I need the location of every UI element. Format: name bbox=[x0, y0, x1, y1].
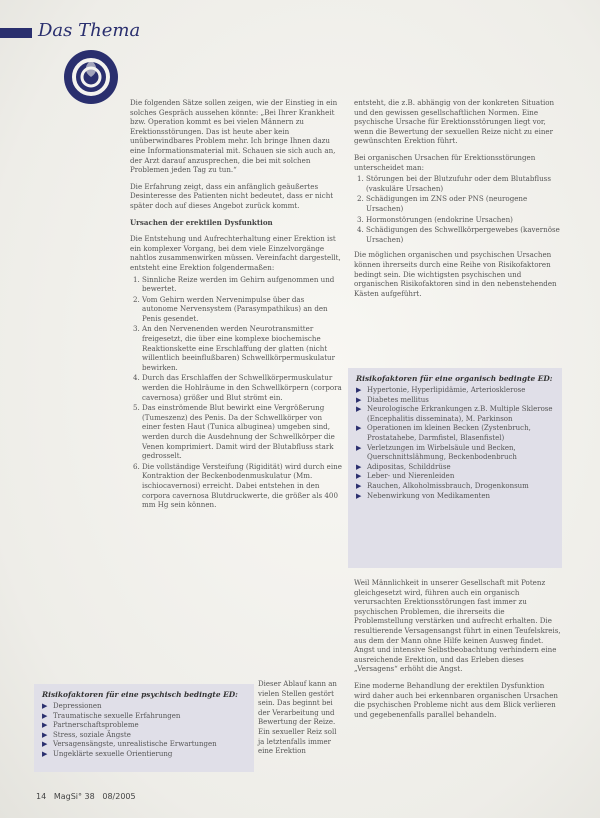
circle-logo-icon bbox=[62, 48, 120, 106]
list-item: ▶ Neurologische Erkrankungen z.B. Multiple Sklerose (Encephalitis disseminata), M. Parkinson bbox=[356, 405, 554, 424]
left-column bbox=[130, 98, 342, 516]
right-column-bottom bbox=[354, 578, 562, 726]
list-item: ▶ Operationen im kleinen Becken (Zystenbruch, Prostatahebe, Darmfistel, Blasenfistel) bbox=[356, 424, 554, 443]
box-title: Risikofaktoren für eine psychisch bedingte ED: bbox=[42, 690, 238, 699]
organic-risk-box bbox=[348, 368, 562, 568]
list-item: ▶ Nebenwirkung von Medikamenten bbox=[356, 492, 554, 502]
paragraph: entsteht, die z.B. abhängig von der konkreten Situation und den gewissen gesellschaftlichen Normen. Eine psychische Ursache für Erektionsstörungen liegt vor, wenn die Bewertung der sexuellen Reize nicht zu einer gewünschten Erektion führt. bbox=[354, 98, 555, 146]
side-text: Dieser Ablauf kann an vielen Stellen gestört sein. Das beginnt bei der Verarbeitung und Bewertung der Reize. Ein sexueller Reiz soll ja letztenfalls immer eine Erektion bbox=[258, 680, 337, 756]
list-item: 1. Störungen bei der Blutzufuhr oder dem Blutabfluss (vaskuläre Ursachen) bbox=[366, 174, 562, 193]
list-item: ▶ Traumatische sexuelle Erfahrungen bbox=[42, 712, 246, 722]
right-column-top bbox=[354, 98, 562, 305]
intro-paragraph: Die folgenden Sätze sollen zeigen, wie der Einstieg in ein solches Gespräch aussehen könnte: „Bei Ihrer Krankheit bzw. Operation kommt es bei vielen Männern zu Erektionsstörungen. Das ist heute aber kein unüberwindbares Problem mehr. Ich bringe Ihnen dazu eine Informationsmaterial mit. Schauen sie sich auch an, der Arzt darauf anzusprechen, die bei mit solchen Problemen jeden Tag zu tun.“ bbox=[130, 98, 338, 175]
psych-risk-list bbox=[42, 702, 246, 760]
organic-risk-list bbox=[356, 386, 554, 501]
paragraph: Die möglichen organischen und psychischen Ursachen können ihrerseits durch eine Reihe von Risikofaktoren bedingt sein. Die wichtigsten psychischen und organischen Risikofaktoren sind in den nebenstehenden Kästen aufgeführt. bbox=[354, 250, 557, 298]
box-title: Risikofaktoren für eine organisch bedingte ED: bbox=[356, 374, 553, 383]
list-item: ▶ Ungeklärte sexuelle Orientierung bbox=[42, 750, 246, 760]
list-item: ▶ Hypertonie, Hyperlipidämie, Arteriosklerose bbox=[356, 386, 554, 396]
list-item: ▶ Stress, soziale Ängste bbox=[42, 731, 246, 741]
list-item: 2. Vom Gehirn werden Nervenimpulse über das autonome Nervensystem (Parasympathikus) an den Penis gesendet. bbox=[142, 295, 342, 324]
experience-paragraph: Die Erfahrung zeigt, dass ein anfänglich geäußertes Desinteresse des Patienten nicht bedeutet, dass er nicht später doch auf dieses Angebot zurück kommt. bbox=[130, 181, 334, 210]
paragraph: Eine moderne Behandlung der erektilen Dysfunktion wird daher auch bei erkennbaren organischen Ursachen die psychischen Probleme nicht aus dem Blick verlieren und gegebenenfalls parallel behandeln. bbox=[354, 680, 558, 719]
erection-steps-list bbox=[130, 275, 342, 510]
list-item: 1. Sinnliche Reize werden im Gehirn aufgenommen und bewertet. bbox=[142, 275, 342, 294]
list-item: 2. Schädigungen im ZNS oder PNS (neurogene Ursachen) bbox=[366, 194, 562, 213]
header-accent-bar bbox=[0, 28, 32, 38]
organic-causes-list bbox=[354, 174, 562, 244]
list-item: ▶ Verletzungen im Wirbelsäule und Becken, Querschnittslähmung, Beckenbodenbruch bbox=[356, 444, 554, 463]
list-item: 3. Hormonstörungen (endokrine Ursachen) bbox=[366, 215, 562, 225]
list-item: 4. Schädigungen des Schwellkörpergewebes (kavernöse Ursachen) bbox=[366, 225, 562, 244]
section-heading: Ursachen der erektilen Dysfunktion bbox=[130, 217, 273, 227]
section-header: Das Thema bbox=[38, 20, 141, 41]
paragraph: Bei organischen Ursachen für Erektionsstörungen unterscheidet man: bbox=[354, 152, 536, 172]
issue-date: 08/2005 bbox=[102, 792, 136, 801]
magazine-name: MagSi° 38 bbox=[53, 792, 95, 801]
list-item: ▶ Depressionen bbox=[42, 702, 246, 712]
list-item: 4. Durch das Erschlaffen der Schwellkörpermuskulatur werden die Hohlräume in den Schwellkörpern (corpora cavernosa) größer und Blut strömt ein. bbox=[142, 373, 342, 402]
page-footer bbox=[36, 792, 136, 801]
list-item: ▶ Adipositas, Schilddrüse bbox=[356, 463, 554, 473]
list-item: ▶ Rauchen, Alkoholmissbrauch, Drogenkonsum bbox=[356, 482, 554, 492]
list-item: 5. Das einströmende Blut bewirkt eine Vergrößerung (Tumeszenz) des Penis. Da der Schwellkörper von einer festen Haut (Tunica albuginea) umgeben sind, werden durch die Ausdehnung der Schwellkörper die Venen komprimiert. Damit wird der Blutabfluss stark gedrosselt. bbox=[142, 403, 342, 461]
list-item: ▶ Leber- und Nierenleiden bbox=[356, 472, 554, 482]
psych-risk-box bbox=[34, 684, 254, 772]
list-item: 3. An den Nervenenden werden Neurotransmitter freigesetzt, die über eine komplexe biochemische Reaktionskette eine Erschlaffung der glatten (nicht willentlich beeinflußbaren) Schwellkörpermuskulatur bewirken. bbox=[142, 324, 342, 372]
list-item: ▶ Partnerschaftsprobleme bbox=[42, 721, 246, 731]
list-item: ▶ Versagensängste, unrealistische Erwartungen bbox=[42, 740, 246, 750]
paragraph: Weil Männlichkeit in unserer Gesellschaft mit Potenz gleichgesetzt wird, führen auch ein organisch verursachten Erektionsstörungen fast immer zu psychischen Problemen, die ihrerseits die Problemstellung verstärken und aufrecht erhalten. Die resultierende Versagensangst führt in einen Teufelskreis, aus dem der Mann ohne Hilfe keinen Ausweg findet. Angst und intensive Selbstbeobachtung verhindern eine ausreichende Erektion, und das Erleben dieses „Versagens“ erhöht die Angst. bbox=[354, 578, 561, 674]
page-number: 14 bbox=[36, 792, 47, 801]
list-item: ▶ Diabetes mellitus bbox=[356, 396, 554, 406]
section-intro: Die Entstehung und Aufrechterhaltung einer Erektion ist ein komplexer Vorgang, bei dem viele Einzelvorgänge nahtlos zusammenwirken müssen. Vereinfacht dargestellt, entsteht eine Erektion folgendermaßen: bbox=[130, 234, 341, 272]
list-item: 6. Die vollständige Versteifung (Rigidität) wird durch eine Kontraktion der Beckenbodenmuskulatur (Mm. ischiocavernosi) erreicht. Dabei entstehen in den corpora cavernosa Blutdruckwerte, die größer als 400 mm Hg sein können. bbox=[142, 462, 342, 510]
